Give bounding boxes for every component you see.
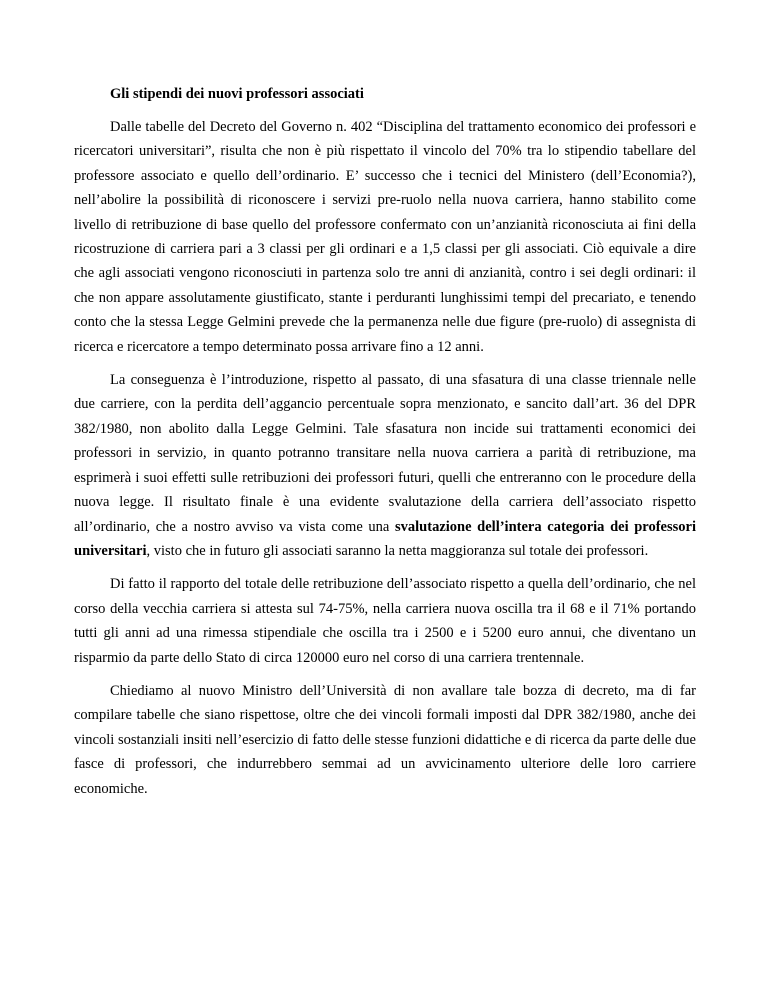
document-page: [74, 82, 696, 810]
paragraph-2: [74, 368, 696, 563]
paragraph-4: Chiediamo al nuovo Ministro dell’Università di non avallare tale bozza di decreto, ma di far compilare tabelle che siano rispettose, oltre che dei vincoli formali imposti dal DPR 382/1980, anche dei vincoli sostanziali insiti nell’esercizio di fatto delle stesse funzioni didattiche e di ricerca da parte delle due fasce di professori, che indurrebbero semmai ad un avvicinamento ulteriore delle loro carriere economiche.: [74, 682, 696, 797]
paragraph-2-text-after: , visto che in futuro gli associati saranno la netta maggioranza sul totale dei professori.: [146, 542, 649, 559]
paragraph-2-bold-phrase: svalutazione dell’intera categoria dei professori universitari: [74, 518, 696, 559]
paragraph-1: Dalle tabelle del Decreto del Governo n. 402 “Disciplina del trattamento economico dei professori e ricercatori universitari”, risulta che non è più rispettato il vincolo del 70% tra lo stipendio tabellare del professore associato e quello dell’ordinario. E’ successo che i tecnici del Ministero (dell’Economia?), nell’abolire la possibilità di riconoscere i servizi pre-ruolo nella nuova carriera, hanno stabilito come livello di retribuzione di base quello del professore confermato con un’anzianità riconosciuta ai fini della ricostruzione di carriera pari a 3 classi per gli ordinari e a 1,5 classi per gli associati. Ciò equivale a dire che agli associati vengono riconosciuti in partenza solo tre anni di anzianità, contro i sei degli ordinari: il che non appare assolutamente giustificato, stante i perduranti lunghissimi tempi del precariato, e tenendo conto che la stessa Legge Gelmini prevede che la permanenza nelle due figure (pre-ruolo) di assegnista di ricerca e ricercatore a tempo determinato possa arrivare fino a 12 anni.: [74, 119, 696, 355]
document-title: Gli stipendi dei nuovi professori associati: [110, 86, 364, 102]
paragraph-3: Di fatto il rapporto del totale delle retribuzione dell’associato rispetto a quella dell’ordinario, che nel corso della vecchia carriera si attesta sul 74-75%, nella carriera nuova oscilla tra il 68 e il 71% portando tutti gli anni ad una rimessa stipendiale che oscilla tra i 2500 e i 5200 euro annui, che diventano un risparmio da parte dello Stato di circa 120000 euro nel corso di una carriera trentennale.: [74, 576, 696, 666]
paragraph-2-text-before: La conseguenza è l’introduzione, rispetto al passato, di una sfasatura di una classe triennale nelle due carriere, con la perdita dell’aggancio percentuale sopra menzionato, e sancito dall’art. 36 del DPR 382/1980, non abolito dalla Legge Gelmini. Tale sfasatura non incide sui trattamenti economici dei professori in servizio, in quanto potranno transitare nella nuova carriera a parità di retribuzione, ma esprimerà i suoi effetti sulle retribuzioni dei professori futuri, quelli che entreranno con le procedure della nuova legge. Il risultato finale è una evidente svalutazione della carriera dell’associato rispetto all’ordinario, che a nostro avviso va vista come una: [74, 372, 696, 535]
